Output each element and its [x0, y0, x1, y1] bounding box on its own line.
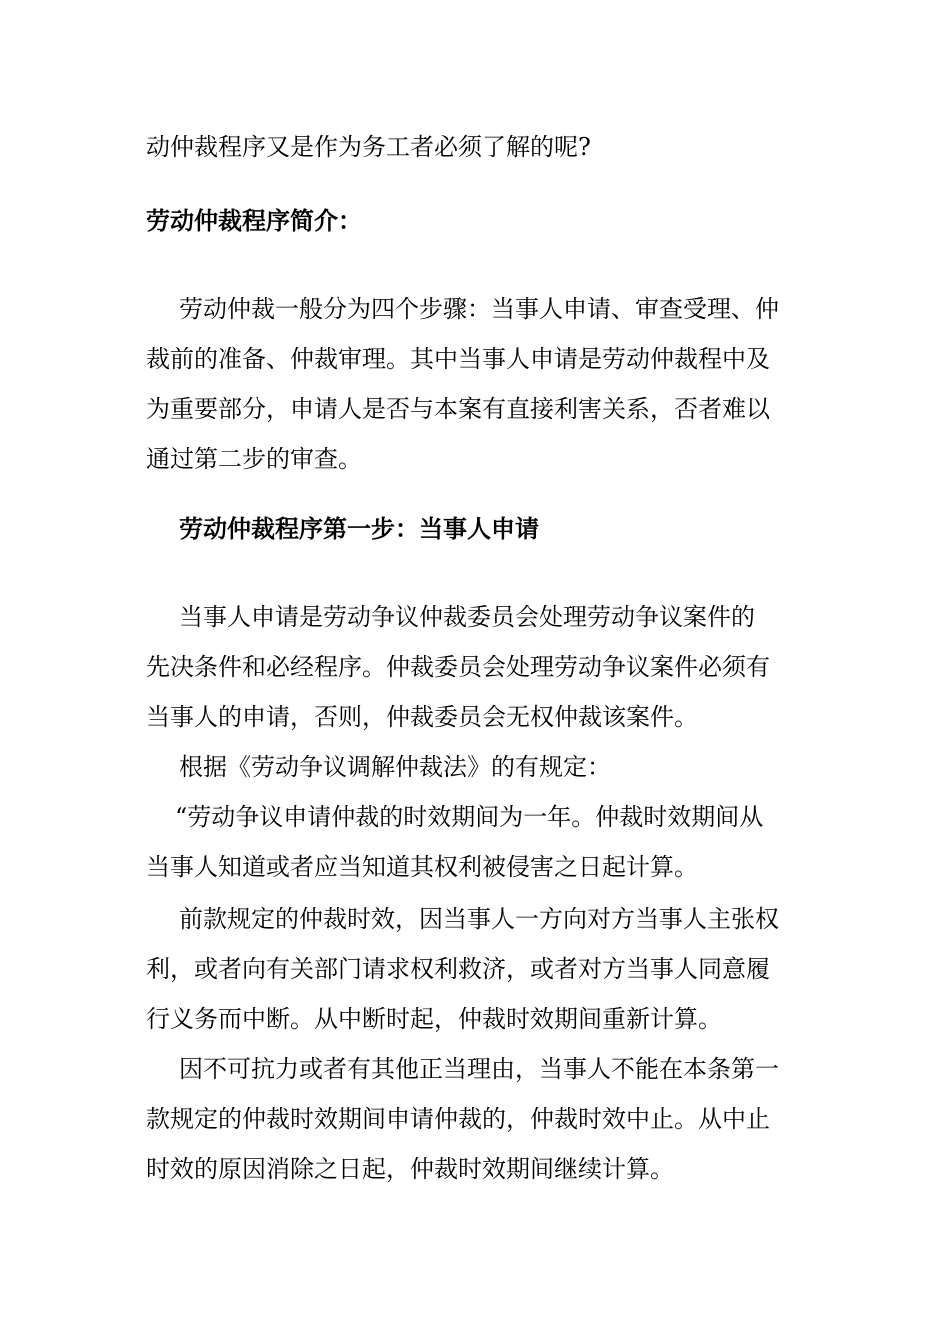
paragraph1-line3: 为重要部分，申请人是否与本案有直接利害关系，否者难以: [146, 395, 770, 423]
paragraph2-line3: 当事人的申请，否则，仲裁委员会无权仲裁该案件。: [146, 703, 698, 731]
paragraph1-line4: 通过第二步的审查。: [146, 445, 362, 473]
paragraph1-line2: 裁前的准备、仲裁审理。其中当事人申请是劳动仲裁程中及: [146, 345, 770, 373]
paragraph3-line1: 根据《劳动争议调解仲裁法》的有规定：: [179, 753, 611, 781]
paragraph6-line2: 款规定的仲裁时效期间申请仲裁的，仲裁时效中止。从中止: [146, 1105, 770, 1133]
paragraph4-line2: 当事人知道或者应当知道其权利被侵害之日起计算。: [146, 853, 698, 881]
paragraph2-line2: 先决条件和必经程序。仲裁委员会处理劳动争议案件必须有: [146, 653, 770, 681]
paragraph2-line1: 当事人申请是劳动争议仲裁委员会处理劳动争议案件的: [179, 603, 755, 631]
section-heading-step1: 劳动仲裁程序第一步：当事人申请: [179, 515, 539, 543]
paragraph5-line3: 行义务而中断。从中断时起，仲裁时效期间重新计算。: [146, 1005, 722, 1033]
paragraph6-line1: 因不可抗力或者有其他正当理由，当事人不能在本条第一: [179, 1055, 779, 1083]
paragraph5-line1: 前款规定的仲裁时效，因当事人一方向对方当事人主张权: [179, 905, 779, 933]
paragraph1-line1: 劳动仲裁一般分为四个步骤：当事人申请、审查受理、仲: [179, 295, 779, 323]
section-heading-intro: 劳动仲裁程序简介：: [146, 207, 362, 235]
paragraph4-line1: “劳动争议申请仲裁的时效期间为一年。仲裁时效期间从: [175, 803, 764, 831]
paragraph6-line3: 时效的原因消除之日起，仲裁时效期间继续计算。: [146, 1155, 674, 1183]
paragraph5-line2: 利，或者向有关部门请求权利救济，或者对方当事人同意履: [146, 955, 770, 983]
intro-line: 动仲裁程序又是作为务工者必须了解的呢?: [146, 133, 591, 161]
